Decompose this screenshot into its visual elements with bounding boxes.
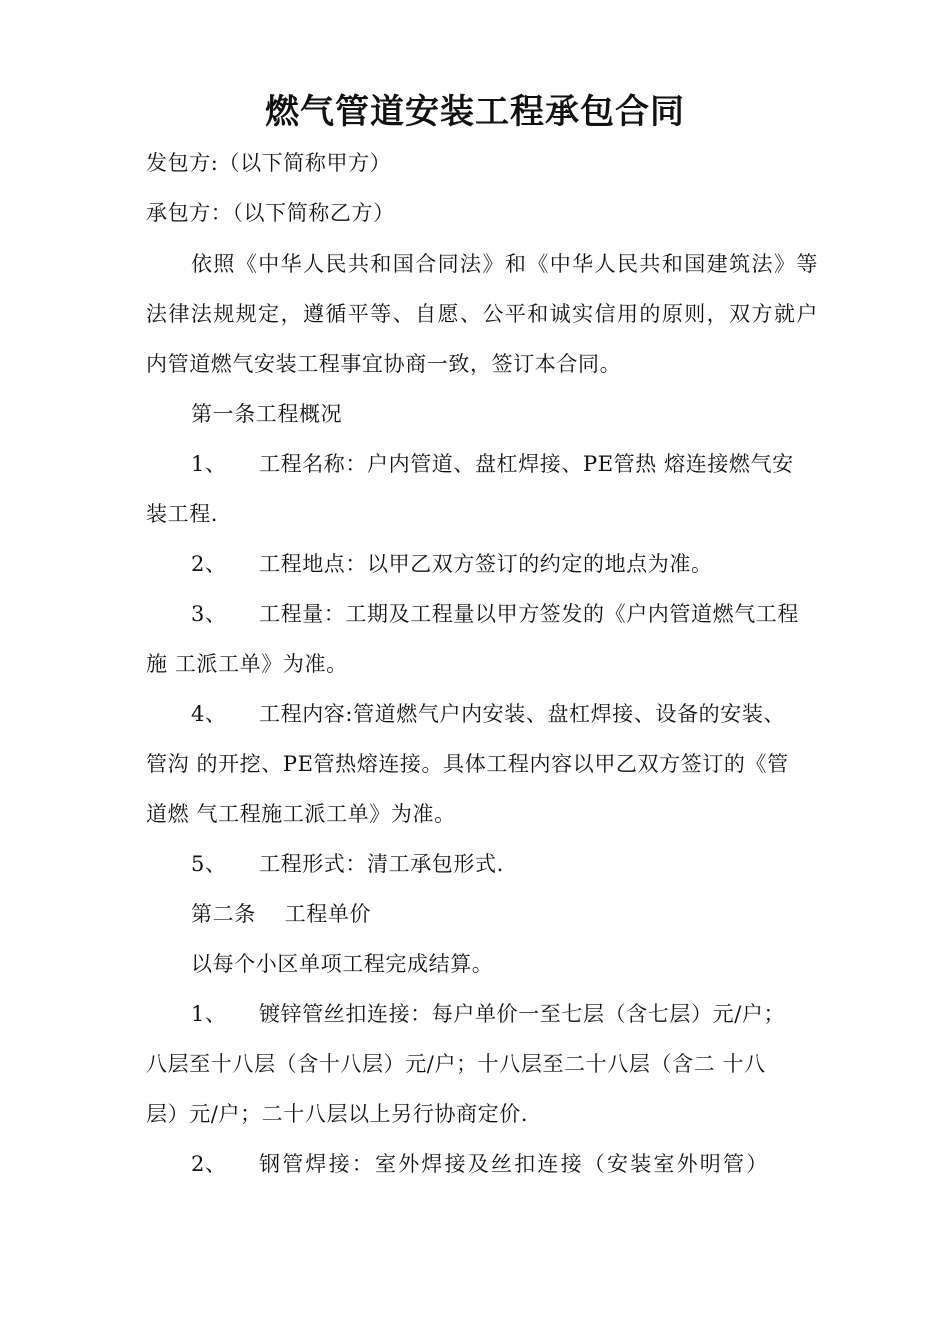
article-2-item-1-cont-1: 八层至十八层（含十八层）元/户；十八层至二十八层（含二 十八	[146, 1052, 766, 1076]
item-number: 1、	[191, 1002, 227, 1026]
item-number: 1、	[191, 452, 227, 476]
item-text: 工程内容:管道燃气户内安装、盘杠焊接、设备的安装、	[259, 702, 786, 726]
article-2-item-1	[191, 999, 785, 1029]
article-1-item-3-cont: 施 工派工单》为准。	[146, 652, 348, 676]
item-text: 工程名称：户内管道、盘杠焊接、PE管热 熔连接燃气安	[259, 452, 794, 476]
document-title: 燃气管道安装工程承包合同	[265, 92, 685, 132]
article-1-item-4-cont-2: 道燃 气工程施工派工单》为准。	[146, 802, 456, 826]
article-1-item-5	[191, 849, 504, 879]
article-1-item-3	[191, 599, 799, 629]
intro-line-2: 法律法规规定，遵循平等、自愿、公平和诚实信用的原则，双方就户	[146, 302, 818, 326]
party-a-line: 发包方:（以下简称甲方）	[146, 151, 392, 175]
item-text: 钢管焊接：室外焊接及丝扣连接（安装室外明管）	[259, 1152, 770, 1176]
article-2-heading: 第二条 工程单价	[191, 902, 372, 926]
item-number: 2、	[191, 552, 227, 576]
article-1-heading: 第一条工程概况	[191, 402, 343, 426]
item-text: 工程量：工期及工程量以甲方签发的《户内管道燃气工程	[259, 602, 799, 626]
item-number: 2、	[191, 1152, 227, 1176]
article-2-item-1-cont-2: 层）元/户；二十八层以上另行协商定价.	[146, 1102, 529, 1126]
article-1-item-4	[191, 699, 785, 729]
item-text: 镀锌管丝扣连接：每户单价一至七层（含七层）元/户；	[259, 1002, 786, 1026]
item-number: 3、	[191, 602, 227, 626]
article-1-item-1	[191, 449, 794, 479]
article-1-item-4-cont-1: 管沟 的开挖、PE管热熔连接。具体工程内容以甲乙双方签订的《管	[146, 752, 789, 776]
item-number: 5、	[191, 852, 227, 876]
article-2-intro: 以每个小区单项工程完成结算。	[191, 952, 494, 976]
article-2-item-2	[191, 1149, 769, 1179]
intro-line-3: 内管道燃气安装工程事宜协商一致，签订本合同。	[146, 352, 622, 376]
party-b-line: 承包方：（以下简称乙方）	[146, 201, 395, 225]
article-1-item-2	[191, 549, 713, 579]
item-number: 4、	[191, 702, 227, 726]
item-text: 工程形式：清工承包形式.	[259, 852, 504, 876]
intro-line-1: 依照《中华人民共和国合同法》和《中华人民共和国建筑法》等	[191, 252, 818, 276]
item-text: 工程地点：以甲乙双方签订的约定的地点为准。	[259, 552, 713, 576]
article-1-item-1-cont: 装工程.	[146, 502, 219, 526]
